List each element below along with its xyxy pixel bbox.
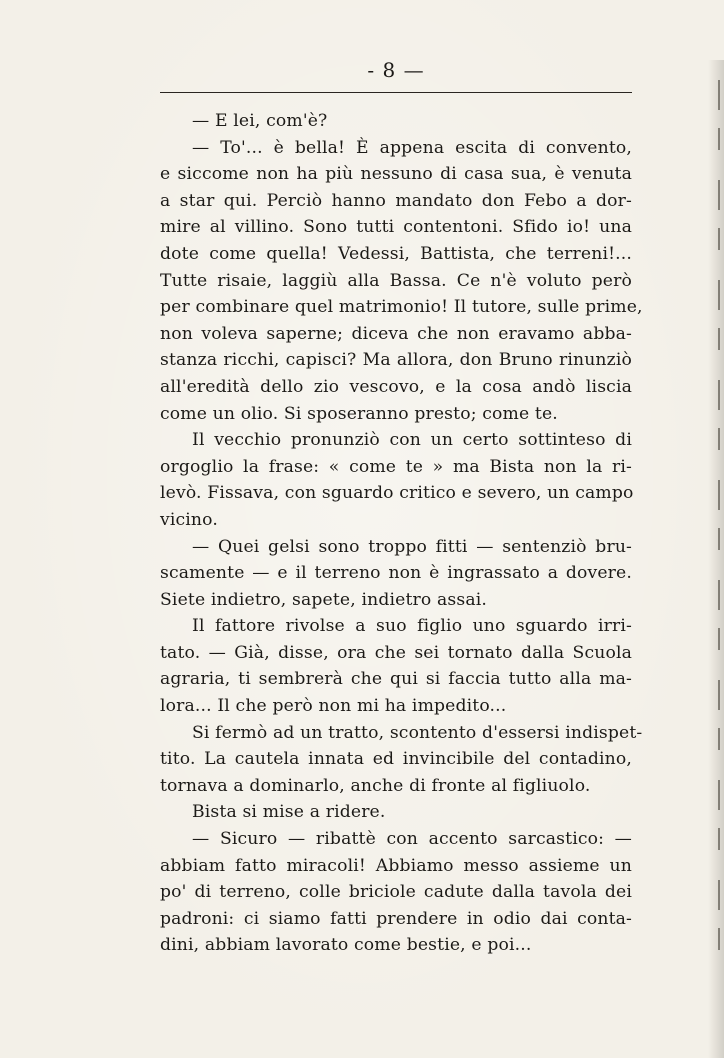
text-line: — E lei, com'è?	[192, 111, 328, 131]
text-line: a star qui. Perciò hanno mandato don Febo a dor-	[160, 190, 632, 211]
text-line: levò. Fissava, con sguardo critico e severo, un campo	[160, 483, 634, 504]
text-line: Siete indietro, sapete, indietro assai.	[160, 589, 487, 610]
text-line: tito. La cautela innata ed invincibile del contadino,	[160, 749, 632, 770]
text-line: Il vecchio pronunziò con un certo sottinteso di	[192, 430, 632, 451]
text-line: — Sicuro — ribattè con accento sarcastico: —	[192, 829, 632, 850]
text-line: po' di terreno, colle briciole cadute dalla tavola dei	[160, 882, 632, 903]
text-line: mire al villino. Sono tutti contentoni. Sfido io! una	[160, 217, 632, 238]
header-rule	[160, 92, 632, 93]
text-line: Tutte risaie, laggiù alla Bassa. Ce n'è voluto però	[160, 270, 632, 291]
text-line: per combinare quel matrimonio! Il tutore, sulle prime,	[160, 297, 643, 318]
text-line: — Quei gelsi sono troppo fitti — sentenziò bru-	[192, 536, 632, 557]
text-line: dini, abbiam lavorato come bestie, e poi...	[160, 935, 532, 956]
text-line: non voleva saperne; diceva che non eravamo abba-	[160, 323, 632, 344]
text-line: orgoglio la frase: « come te » ma Bista non la ri-	[160, 456, 632, 477]
text-line: e siccome non ha più nessuno di casa sua, è venuta	[160, 164, 632, 185]
text-line: tato. — Già, disse, ora che sei tornato dalla Scuola	[160, 642, 632, 663]
text-line: come un olio. Si sposeranno presto; come te.	[160, 403, 558, 424]
text-line: dote come quella! Vedessi, Battista, che terreni!...	[160, 243, 632, 264]
text-line: Il fattore rivolse a suo figlio uno sguardo irri-	[192, 616, 632, 637]
text-line: all'eredità dello zio vescovo, e la cosa andò liscia	[160, 376, 632, 397]
text-line: vicino.	[160, 509, 218, 530]
text-line: lora... Il che però non mi ha impedito...	[160, 696, 507, 717]
text-line: scamente — e il terreno non è ingrassato a dovere.	[160, 563, 632, 584]
page-number-header: - 8 —	[367, 58, 425, 82]
text-line: agraria, ti sembrerà che qui si faccia tutto alla ma-	[160, 669, 632, 690]
text-line: padroni: ci siamo fatti prendere in odio dai conta-	[160, 908, 632, 929]
text-line: stanza ricchi, capisci? Ma allora, don Bruno rinunziò	[160, 350, 632, 371]
body-text	[160, 108, 643, 959]
text-line: tornava a dominarlo, anche di fronte al figliuolo.	[160, 775, 591, 796]
page-binding-edge	[708, 60, 724, 1058]
text-line: abbiam fatto miracoli! Abbiamo messo assieme un	[160, 855, 632, 876]
text-line: Bista si mise a ridere.	[192, 802, 386, 823]
text-line: Si fermò ad un tratto, scontento d'essersi indispet-	[192, 722, 643, 743]
text-line: — To'... è bella! È appena escita di convento,	[192, 137, 632, 158]
